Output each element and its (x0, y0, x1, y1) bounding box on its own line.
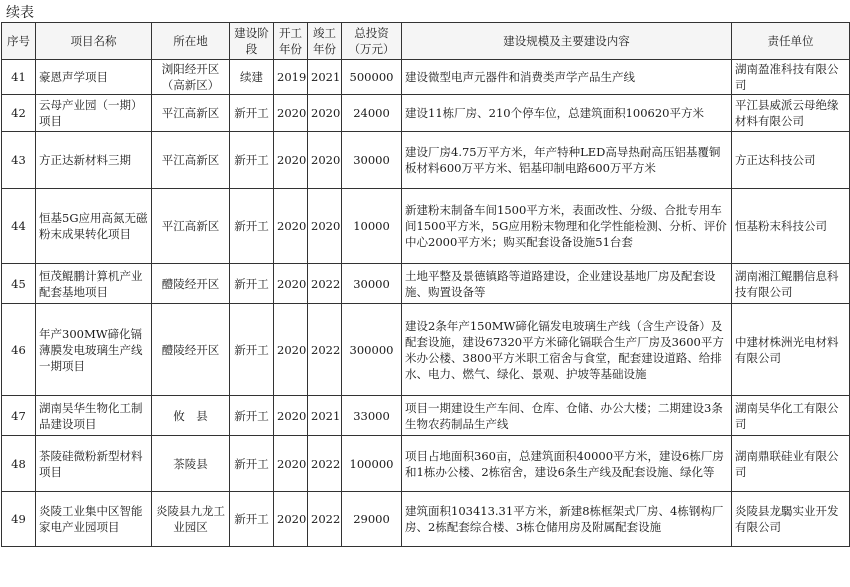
cell-finish: 2020 (308, 132, 342, 189)
cell-content: 项目一期建设生产车间、仓库、仓储、办公大楼；二期建设3条生物农药制品生产线 (402, 396, 732, 436)
table-row (2, 436, 850, 492)
cell-location: 攸 县 (152, 396, 230, 436)
cell-no: 46 (2, 304, 36, 396)
cell-investment: 29000 (342, 492, 402, 547)
cell-unit: 中建材株洲光电材料有限公司 (732, 304, 850, 396)
cell-stage: 续建 (230, 60, 274, 95)
cell-stage: 新开工 (230, 132, 274, 189)
cell-location: 醴陵经开区 (152, 264, 230, 304)
cell-location: 炎陵县九龙工业园区 (152, 492, 230, 547)
header-row (2, 23, 850, 60)
cell-stage: 新开工 (230, 304, 274, 396)
cell-name: 豪恩声学项目 (36, 60, 152, 95)
table-row (2, 492, 850, 547)
header-unit: 责任单位 (732, 23, 850, 60)
cell-content: 土地平整及景德镇路等道路建设，企业建设基地厂房及配套设施、购置设备等 (402, 264, 732, 304)
cell-location: 平江高新区 (152, 132, 230, 189)
cell-location: 平江高新区 (152, 189, 230, 264)
cell-finish: 2022 (308, 492, 342, 547)
cell-unit: 湖南吴华化工有限公司 (732, 396, 850, 436)
cell-start: 2020 (274, 132, 308, 189)
cell-name: 年产300MW碲化镉薄膜发电玻璃生产线一期项目 (36, 304, 152, 396)
cell-stage: 新开工 (230, 189, 274, 264)
cell-unit: 炎陵县龙騔实业开发有限公司 (732, 492, 850, 547)
cell-start: 2020 (274, 304, 308, 396)
cell-no: 49 (2, 492, 36, 547)
cell-unit: 恒基粉末科技公司 (732, 189, 850, 264)
cell-stage: 新开工 (230, 396, 274, 436)
cell-content: 建设2条年产150MW碲化镉发电玻璃生产线（含生产设备）及配套设施，建设67320平方米碲化镉联合生产厂房及3600平方米办公楼、3800平方米职工宿舍与食堂，配套建设道路、给排水、电力、燃气、绿化、景观、护坡等基础设施 (402, 304, 732, 396)
header-content: 建设规模及主要建设内容 (402, 23, 732, 60)
header-investment: 总投资（万元） (342, 23, 402, 60)
cell-start: 2020 (274, 436, 308, 492)
cell-finish: 2022 (308, 304, 342, 396)
cell-content: 建设11栋厂房、210个停车位，总建筑面积100620平方米 (402, 95, 732, 132)
cell-finish: 2022 (308, 264, 342, 304)
cell-content: 新建粉末制备车间1500平方米，表面改性、分级、合批专用车间1500平方米，5G应用粉末物理和化学性能检测、分析、评价中心2000平方米；购买配套设备设施51台套 (402, 189, 732, 264)
table-row (2, 396, 850, 436)
cell-unit: 湖南湘江鲲鹏信息科技有限公司 (732, 264, 850, 304)
table-caption: 续表 (6, 5, 34, 21)
cell-finish: 2022 (308, 436, 342, 492)
table-row (2, 132, 850, 189)
cell-investment: 24000 (342, 95, 402, 132)
table-row (2, 304, 850, 396)
cell-finish: 2020 (308, 189, 342, 264)
cell-start: 2020 (274, 95, 308, 132)
table-row (2, 95, 850, 132)
cell-start: 2020 (274, 189, 308, 264)
header-start: 开工年份 (274, 23, 308, 60)
cell-name: 炎陵工业集中区智能家电产业园项目 (36, 492, 152, 547)
cell-stage: 新开工 (230, 264, 274, 304)
cell-no: 43 (2, 132, 36, 189)
cell-content: 项目占地面积360亩，总建筑面积40000平方米，建设6栋厂房和1栋办公楼、2栋宿舍，建设6条生产线及配套设施、绿化等 (402, 436, 732, 492)
cell-location: 平江高新区 (152, 95, 230, 132)
cell-unit: 方正达科技公司 (732, 132, 850, 189)
cell-investment: 100000 (342, 436, 402, 492)
table-row (2, 189, 850, 264)
cell-unit: 湖南鼎联硅业有限公司 (732, 436, 850, 492)
cell-location: 浏阳经开区（高新区） (152, 60, 230, 95)
cell-finish: 2020 (308, 95, 342, 132)
header-stage: 建设阶段 (230, 23, 274, 60)
cell-no: 48 (2, 436, 36, 492)
cell-name: 茶陵硅微粉新型材料项目 (36, 436, 152, 492)
cell-no: 41 (2, 60, 36, 95)
cell-investment: 500000 (342, 60, 402, 95)
cell-unit: 湖南盈准科技有限公司 (732, 60, 850, 95)
header-name: 项目名称 (36, 23, 152, 60)
cell-start: 2020 (274, 264, 308, 304)
cell-content: 建设厂房4.75万平方米，年产特种LED高导热耐高压铝基覆铜板材料600万平方米、铝基印制电路600万平方米 (402, 132, 732, 189)
cell-investment: 10000 (342, 189, 402, 264)
cell-content: 建筑面积103413.31平方米，新建8栋框架式厂房、4栋钢构厂房、2栋配套综合楼、3栋仓储用房及附属配套设施 (402, 492, 732, 547)
cell-investment: 30000 (342, 132, 402, 189)
cell-investment: 300000 (342, 304, 402, 396)
project-table (1, 22, 850, 547)
cell-start: 2020 (274, 396, 308, 436)
cell-no: 47 (2, 396, 36, 436)
cell-name: 方正达新材料三期 (36, 132, 152, 189)
cell-unit: 平江县威派云母绝缘材料有限公司 (732, 95, 850, 132)
cell-name: 恒基5G应用高氮无磁粉末成果转化项目 (36, 189, 152, 264)
cell-stage: 新开工 (230, 95, 274, 132)
cell-location: 醴陵经开区 (152, 304, 230, 396)
cell-name: 恒茂鲲鹏计算机产业配套基地项目 (36, 264, 152, 304)
cell-start: 2020 (274, 492, 308, 547)
header-no: 序号 (2, 23, 36, 60)
cell-content: 建设微型电声元器件和消费类声学产品生产线 (402, 60, 732, 95)
table-row (2, 264, 850, 304)
cell-stage: 新开工 (230, 436, 274, 492)
cell-finish: 2021 (308, 396, 342, 436)
cell-no: 45 (2, 264, 36, 304)
table-row (2, 60, 850, 95)
cell-no: 42 (2, 95, 36, 132)
cell-finish: 2021 (308, 60, 342, 95)
cell-location: 茶陵县 (152, 436, 230, 492)
cell-investment: 30000 (342, 264, 402, 304)
cell-name: 云母产业园（一期）项目 (36, 95, 152, 132)
cell-name: 湖南吴华生物化工制品建设项目 (36, 396, 152, 436)
cell-start: 2019 (274, 60, 308, 95)
cell-investment: 33000 (342, 396, 402, 436)
header-location: 所在地 (152, 23, 230, 60)
header-finish: 竣工年份 (308, 23, 342, 60)
cell-stage: 新开工 (230, 492, 274, 547)
cell-no: 44 (2, 189, 36, 264)
